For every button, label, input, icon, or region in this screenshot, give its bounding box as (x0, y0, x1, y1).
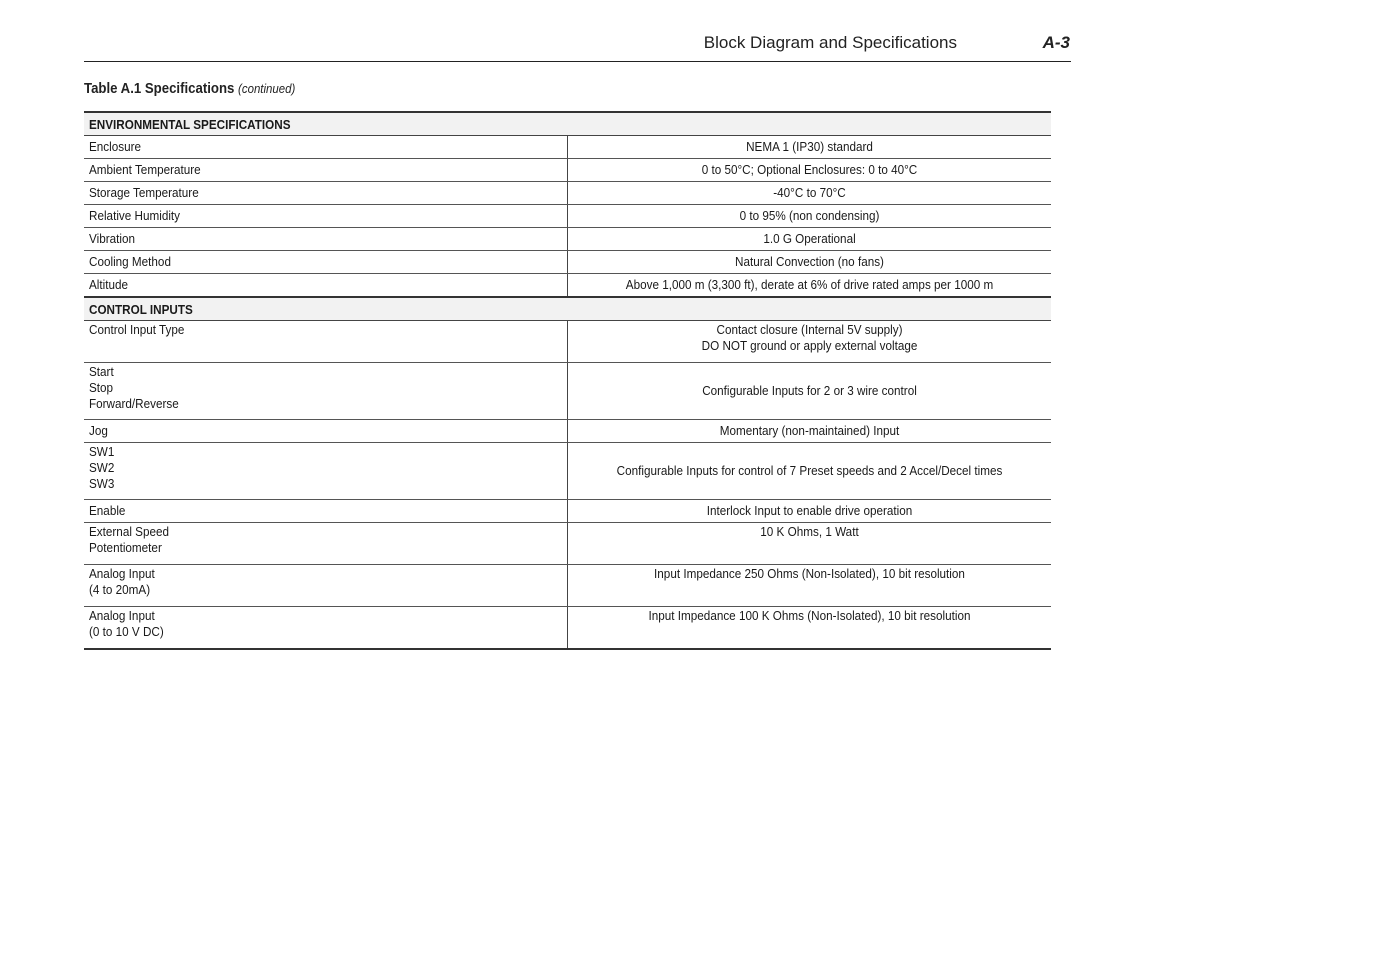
spec-value: 10 K Ohms, 1 Watt (760, 524, 859, 539)
table-caption-label: Table A.1 Specifications (84, 80, 235, 97)
table-caption (84, 80, 295, 97)
table-row (84, 159, 1051, 182)
specifications-table-body (84, 112, 1051, 649)
spec-value: Above 1,000 m (3,300 ft), derate at 6% of drive rated amps per 1000 m (625, 277, 994, 292)
spec-value: Configurable Inputs for control of 7 Preset speeds and 2 Accel/Decel times (616, 463, 1003, 478)
spec-label: (4 to 20mA) (89, 582, 151, 597)
table-row (84, 500, 1051, 523)
spec-label-cell (84, 363, 568, 420)
table-row (84, 274, 1051, 298)
spec-value: Input Impedance 100 K Ohms (Non-Isolated), 10 bit resolution (648, 608, 971, 623)
spec-value: NEMA 1 (IP30) standard (746, 139, 873, 154)
table-row (84, 523, 1051, 565)
spec-label: SW3 (89, 476, 115, 491)
spec-value-cell (568, 443, 1052, 500)
spec-value: Interlock Input to enable drive operation (706, 503, 913, 518)
table-row (84, 205, 1051, 228)
section-title: CONTROL INPUTS (89, 301, 193, 317)
spec-value-cell (568, 251, 1052, 274)
page-header (84, 30, 1071, 62)
spec-value-cell (568, 565, 1052, 607)
spec-label-cell (84, 565, 568, 607)
table-caption-continued: (continued) (238, 81, 296, 96)
table-row (84, 182, 1051, 205)
section-header-row (84, 112, 1051, 136)
spec-value: Configurable Inputs for 2 or 3 wire control (702, 383, 917, 398)
spec-value-cell (568, 136, 1052, 159)
table-row (84, 228, 1051, 251)
spec-value-cell (568, 159, 1052, 182)
table-row (84, 251, 1051, 274)
spec-value-cell (568, 321, 1052, 363)
spec-value-cell (568, 500, 1052, 523)
spec-label: Start (89, 364, 114, 379)
spec-label-cell (84, 274, 568, 298)
table-row (84, 321, 1051, 363)
table-row (84, 136, 1051, 159)
spec-value-cell (568, 363, 1052, 420)
spec-label-cell (84, 420, 568, 443)
specifications-table (84, 111, 1051, 650)
section-title: ENVIRONMENTAL SPECIFICATIONS (89, 116, 291, 132)
spec-value: Input Impedance 250 Ohms (Non-Isolated), 10 bit resolution (654, 566, 965, 581)
running-header-title: Block Diagram and Specifications (703, 33, 957, 52)
spec-label: SW2 (89, 460, 115, 475)
section-header-row (84, 297, 1051, 321)
spec-label: Jog (89, 423, 108, 438)
page-number: A-3 (1042, 33, 1070, 52)
spec-label-cell (84, 182, 568, 205)
spec-label: Ambient Temperature (89, 162, 201, 177)
spec-value: 1.0 G Operational (763, 231, 856, 246)
section-header (84, 112, 1051, 136)
spec-label-cell (84, 159, 568, 182)
table-row (84, 363, 1051, 420)
spec-value-cell (568, 420, 1052, 443)
spec-label: External Speed (89, 524, 170, 539)
spec-value-cell (568, 228, 1052, 251)
spec-label: Storage Temperature (89, 185, 199, 200)
spec-label: SW1 (89, 444, 115, 459)
spec-label: (0 to 10 V DC) (89, 624, 164, 639)
spec-label: Potentiometer (89, 540, 162, 555)
spec-label: Cooling Method (89, 254, 171, 269)
spec-value-cell (568, 205, 1052, 228)
spec-value: Natural Convection (no fans) (735, 254, 884, 269)
spec-value-cell (568, 523, 1052, 565)
spec-label-cell (84, 443, 568, 500)
spec-label: Relative Humidity (89, 208, 181, 223)
spec-label: Vibration (89, 231, 135, 246)
spec-value-cell (568, 607, 1052, 650)
spec-label: Analog Input (89, 608, 155, 623)
spec-label: Enclosure (89, 139, 142, 154)
spec-label-cell (84, 607, 568, 650)
spec-label-cell (84, 523, 568, 565)
table-row (84, 565, 1051, 607)
spec-label-cell (84, 205, 568, 228)
table-row (84, 420, 1051, 443)
spec-value: -40°C to 70°C (773, 185, 846, 200)
spec-value: 0 to 95% (non condensing) (739, 208, 880, 223)
spec-label-cell (84, 228, 568, 251)
spec-value: Momentary (non-maintained) Input (719, 423, 900, 438)
spec-label: Altitude (89, 277, 129, 292)
spec-value: DO NOT ground or apply external voltage (701, 338, 918, 353)
table-row (84, 443, 1051, 500)
spec-label: Control Input Type (89, 322, 185, 337)
spec-label-cell (84, 500, 568, 523)
spec-label-cell (84, 321, 568, 363)
table-row (84, 607, 1051, 650)
spec-label: Enable (89, 503, 126, 518)
section-header (84, 297, 1051, 321)
spec-label-cell (84, 136, 568, 159)
spec-value-cell (568, 274, 1052, 298)
spec-label: Analog Input (89, 566, 155, 581)
spec-value-cell (568, 182, 1052, 205)
spec-value: 0 to 50°C; Optional Enclosures: 0 to 40°C (701, 162, 918, 177)
spec-label: Stop (89, 380, 114, 395)
spec-label: Forward/Reverse (89, 396, 179, 411)
spec-value: Contact closure (Internal 5V supply) (716, 322, 903, 337)
spec-label-cell (84, 251, 568, 274)
